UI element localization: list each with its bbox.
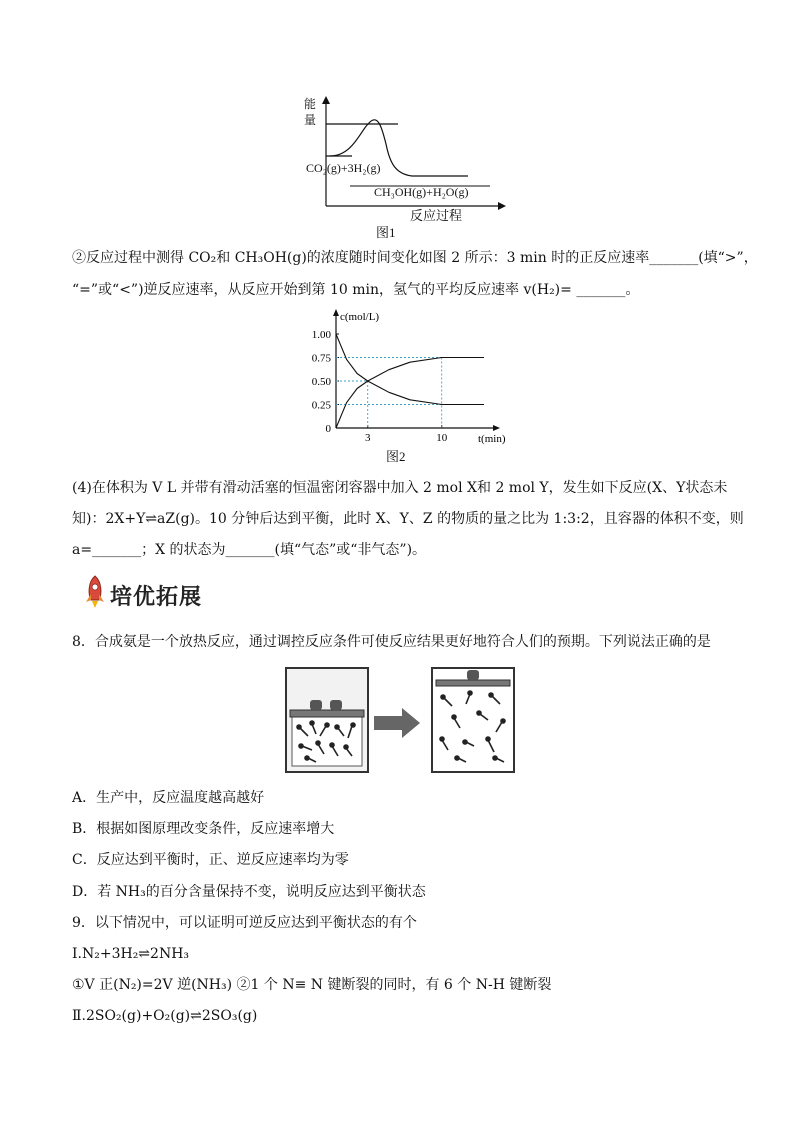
figure1-caption: 图1: [376, 225, 396, 240]
q8-option-b: B．根据如图原理改变条件，反应速率增大: [72, 821, 335, 837]
q4-line3: a=_______；X 的状态为_______(填“气态”或“非气态”)。: [72, 542, 427, 558]
q9-stem: 9．以下情况中，可以证明可逆反应达到平衡状态的有个: [72, 915, 417, 931]
figure2-y-tick-label: 1.00: [311, 329, 331, 341]
figure1-y-label-1: 能: [304, 97, 317, 111]
q4-line2: 知)：2X+Y⇌aZ(g)。10 分钟后达到平衡，此时 X、Y、Z 的物质的量之比为 1:3:2，且容器的体积不变，则: [72, 511, 744, 527]
q8-piston-diagram: [282, 666, 522, 776]
figure2-x-tick-label: 3: [364, 432, 371, 444]
figure2-y-arrow: [333, 309, 339, 316]
figure2-series-1: [336, 334, 484, 405]
q4-line1: (4)在体积为 V L 并带有滑动活塞的恒温密闭容器中加入 2 mol X和 2 mol Y，发生如下反应(X、Y状态未: [72, 480, 728, 496]
q8-option-a: A．生产中，反应温度越高越好: [72, 790, 265, 806]
rocket-icon: [82, 574, 108, 610]
q9-line3: Ⅱ.2SO₂(g)+O₂(g)⇌2SO₃(g): [72, 1008, 258, 1024]
q2-line2: “=”或“<”)逆反应速率，从反应开始到第 10 min，氢气的平均反应速率 v(H₂)= _______。: [72, 282, 640, 298]
figure2-y-tick-label: 0: [325, 423, 331, 435]
left-container: [286, 668, 368, 772]
figure2-y-tick-label: 0.50: [311, 376, 331, 388]
figure2-y-axis-label: c(mol/L): [340, 311, 380, 323]
figure1-y-label-2: 量: [304, 113, 317, 127]
q8-option-c: C．反应达到平衡时，正、逆反应速率均为零: [72, 852, 349, 868]
figure2-series-0: [336, 358, 484, 429]
figure2-x-arrow: [493, 425, 500, 431]
q9-line2: ①V 正(N₂)=2V 逆(NH₃) ②1 个 N≡ N 键断裂的同时，有 6 个 N-H 键断裂: [72, 977, 552, 993]
figure2-y-tick-label: 0.25: [311, 399, 331, 412]
figure2-y-tick-label: 0.75: [311, 352, 331, 365]
figure1-products-label: CH₃OH(g)+H₂O(g): [374, 185, 469, 199]
right-arrow-icon: [374, 708, 420, 738]
q2-line1: ②反应过程中测得 CO₂和 CH₃OH(g)的浓度随时间变化如图 2 所示：3 min 时的正反应速率_______(填“>”，: [72, 250, 758, 266]
q9-line1: Ⅰ.N₂+3H₂⇌2NH₃: [72, 946, 190, 962]
q8-stem: 8．合成氨是一个放热反应，通过调控反应条件可使反应结果更好地符合人们的预期。下列说法正确的是: [72, 634, 711, 650]
right-container: [432, 668, 514, 772]
figure2-concentration-chart: [300, 308, 506, 448]
figure2-x-axis-label: t(min): [478, 433, 506, 445]
q8-option-d: D．若 NH₃的百分含量保持不变，说明反应达到平衡状态: [72, 884, 426, 900]
figure1-energy-diagram: [290, 92, 520, 232]
figure2-x-tick-label: 10: [436, 432, 448, 444]
figure2-caption: 图2: [386, 449, 406, 464]
figure1-x-label: 反应过程: [410, 208, 463, 223]
section-heading: 培优拓展: [110, 585, 203, 610]
figure1-reactants-label: CO₂(g)+3H₂(g): [306, 161, 381, 175]
